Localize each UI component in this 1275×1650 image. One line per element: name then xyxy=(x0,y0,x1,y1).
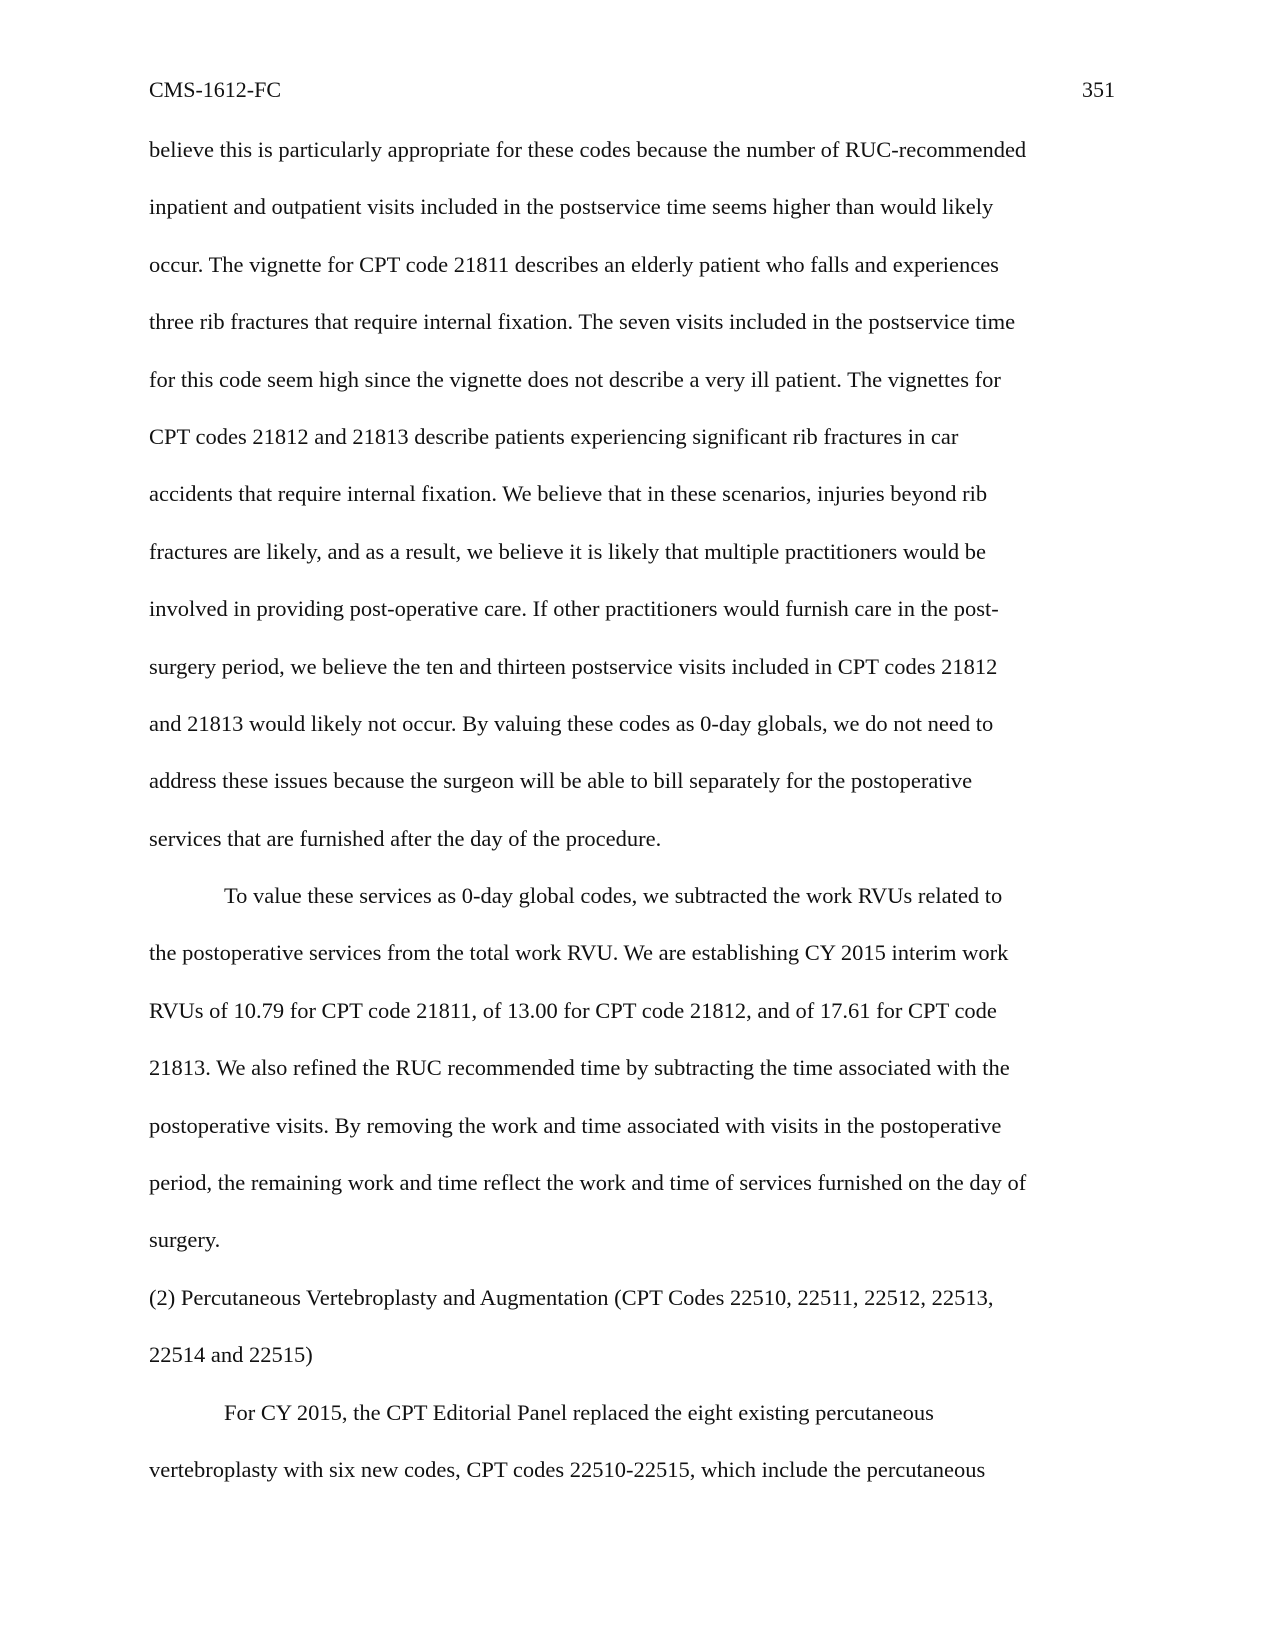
text-line: believe this is particularly appropriate for these codes because the number of RUC-recommended xyxy=(149,137,1027,162)
text-line: RVUs of 10.79 for CPT code 21811, of 13.00 for CPT code 21812, and of 17.61 for CPT code xyxy=(149,997,997,1023)
text-line: inpatient and outpatient visits included in the postservice time seems higher than would likely xyxy=(149,194,994,220)
text-line: the postoperative services from the total work RVU. We are establishing CY 2015 interim work xyxy=(149,940,1009,966)
text-line: involved in providing post-operative care. If other practitioners would furnish care in the post- xyxy=(149,596,999,622)
text-line: surgery. xyxy=(149,1227,221,1253)
text-line: address these issues because the surgeon will be able to bill separately for the postoperative xyxy=(149,768,973,794)
text-line: CPT codes 21812 and 21813 describe patients experiencing significant rib fractures in car xyxy=(149,423,959,449)
body-text xyxy=(149,132,1129,1509)
text-line: occur. The vignette for CPT code 21811 describes an elderly patient who falls and experiences xyxy=(149,251,999,277)
text-line: postoperative visits. By removing the work and time associated with visits in the postoperative xyxy=(149,1112,1002,1138)
text-line: period, the remaining work and time reflect the work and time of services furnished on the day of xyxy=(149,1170,1027,1196)
paragraph-first-line: To value these services as 0-day global codes, we subtracted the work RVUs related to xyxy=(224,883,1003,909)
text-line: vertebroplasty with six new codes, CPT codes 22510-22515, which include the percutaneous xyxy=(149,1456,986,1482)
text-line: three rib fractures that require internal fixation. The seven visits included in the postservice time xyxy=(149,309,1016,335)
page-number: 351 xyxy=(1082,77,1115,102)
text-line: surgery period, we believe the ten and thirteen postservice visits included in CPT codes 21812 xyxy=(149,653,998,679)
text-line: accidents that require internal fixation. We believe that in these scenarios, injuries beyond rib xyxy=(149,481,988,507)
section-heading-continued: 22514 and 22515) xyxy=(149,1342,313,1368)
section-heading: (2) Percutaneous Vertebroplasty and Augmentation (CPT Codes 22510, 22511, 22512, 22513, xyxy=(149,1284,994,1310)
text-line: for this code seem high since the vignette does not describe a very ill patient. The vignettes for xyxy=(149,366,1001,392)
text-line: 21813. We also refined the RUC recommended time by subtracting the time associated with the xyxy=(149,1055,1010,1081)
document-id: CMS-1612-FC xyxy=(149,77,282,102)
text-line: and 21813 would likely not occur. By valuing these codes as 0-day globals, we do not need to xyxy=(149,710,994,736)
paragraph-first-line: For CY 2015, the CPT Editorial Panel replaced the eight existing percutaneous xyxy=(224,1399,934,1425)
text-line: fractures are likely, and as a result, we believe it is likely that multiple practitioners would be xyxy=(149,538,987,564)
text-line: services that are furnished after the day of the procedure. xyxy=(149,825,662,851)
